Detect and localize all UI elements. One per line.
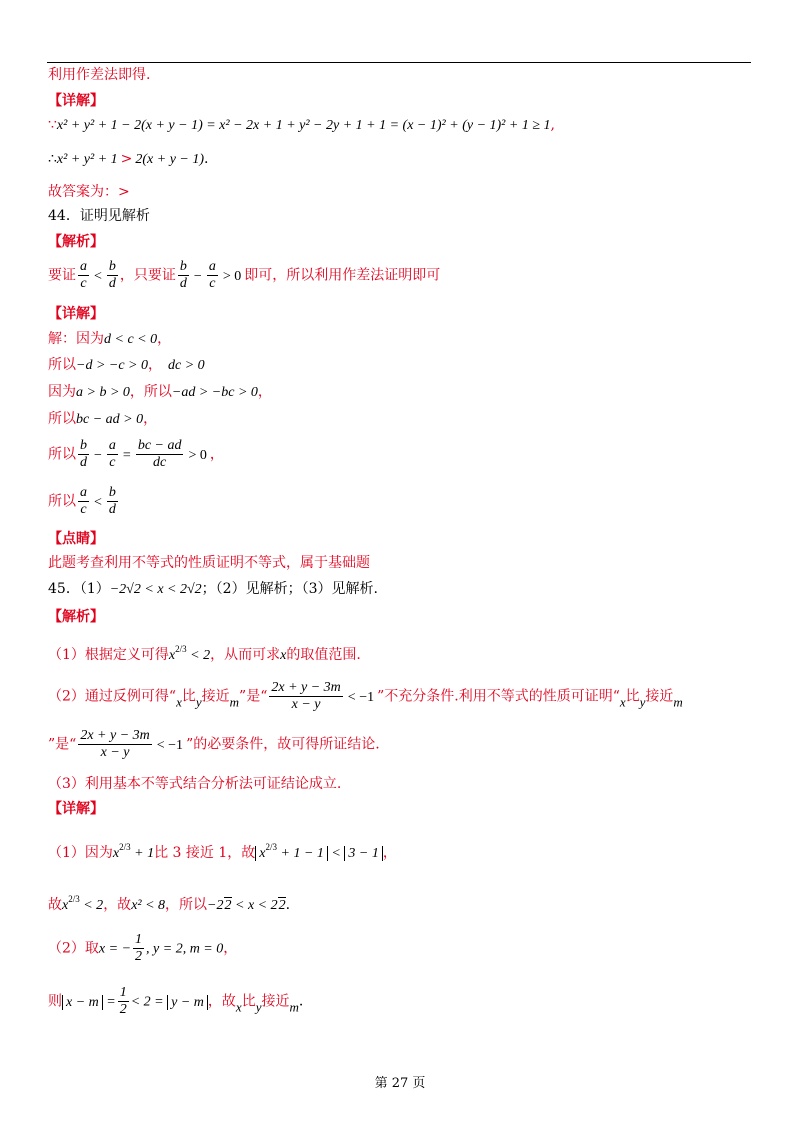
text-line: 解：因为d < c < 0， (48, 331, 172, 347)
text-line: ”是“ $\frac{2x + y - 3m}{x - y}$ < −1 ”的必要条件，故可得所证结论. (48, 728, 380, 760)
text-line: 所以bc − ad > 0， (48, 411, 158, 427)
text-line: 则 x − m = $\frac{1}{2}$ < 2 = y − m ，故x比y接近m. (48, 985, 304, 1017)
text-line: 要证 $\frac{a}{c}$ < $\frac{b}{d}$ ，只要证 $\frac{b}{d}$ − $\frac{a}{c}$ > 0 即可，所以利用作差法证明即可 (48, 259, 441, 291)
section-heading-detail: 【详解】 (48, 306, 104, 322)
section-heading-note: 【点睛】 (48, 531, 104, 547)
question-answer: 44．证明见解析 (48, 208, 150, 224)
text-line: 故$x^{2/3} < 2$，故x² < 8，所以−22 < x < 22. (48, 894, 291, 913)
text-line: （3）利用基本不等式结合分析法可证结论成立. (48, 776, 342, 792)
equation-line: ∵x² + y² + 1 − 2(x + y − 1) = x² − 2x + 1 + y² − 2y + 1 + 1 = (x − 1)² + (y − 1)² + 1 ≥ 1, (48, 117, 555, 133)
text-line: （2）取x = − $\frac{1}{2}$ , y = 2, m = 0， (48, 932, 238, 964)
text-line: 所以 $\frac{b}{d}$ − $\frac{a}{c}$ = $\frac{bc - ad}{dc}$ > 0 ， (48, 438, 224, 470)
equation-line: ∴x² + y² + 1 > 2(x + y − 1). (48, 151, 209, 167)
section-heading-detail: 【详解】 (48, 801, 104, 817)
section-heading-detail: 【详解】 (48, 93, 104, 109)
text-line: 因为a > b > 0，所以−ad > −bc > 0， (48, 384, 272, 400)
section-heading-analysis: 【解析】 (48, 234, 104, 250)
header-rule (47, 62, 751, 63)
text-line: 此题考查利用不等式的性质证明不等式，属于基础题 (48, 555, 370, 571)
text-line: （2）通过反例可得“x比y接近m”是“ $\frac{2x + y - 3m}{x - y}$ < −1 ”不充分条件.利用不等式的性质可证明“x比y接近m (48, 680, 683, 712)
fraction: $\frac{a}{c}$ (80, 259, 87, 291)
text-line: 所以−d > −c > 0， dc > 0 (48, 357, 205, 373)
text-line: 利用作差法即得. (48, 67, 151, 83)
text-line: （1）因为$x^{2/3} + 1$比 3 接近 1，故 $x^{2/3} + 1 - 1 < 3 - 1$ ， (48, 842, 397, 861)
text-line: 所以 $\frac{a}{c}$ < $\frac{b}{d}$ (48, 485, 116, 517)
question-answer: 45．（1）−2√2 < x < 2√2；（2）见解析；（3）见解析. (48, 581, 378, 597)
page-number: 第 27 页 (374, 1076, 426, 1091)
text-line: 故答案为：> (48, 184, 130, 200)
section-heading-analysis: 【解析】 (48, 609, 104, 625)
math-expression: x² + y² + 1 − 2(x + y − 1) = x² − 2x + 1 + y² − 2y + 1 + 1 = (x − 1)² + (y − 1)² + 1 ≥ 1 (56, 118, 551, 133)
text-line: （1）根据定义可得$x^{2/3} < 2$，从而可求x的取值范围. (48, 644, 361, 663)
